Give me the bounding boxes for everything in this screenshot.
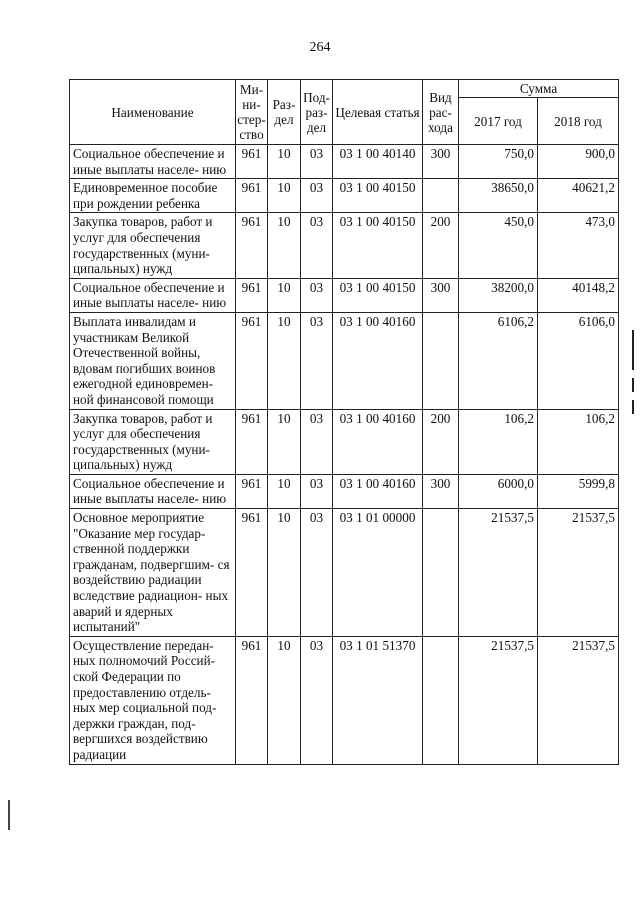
cell-2017: 6106,2 [459, 312, 538, 409]
cell-subsection: 03 [301, 278, 333, 312]
cell-target: 03 1 00 40150 [333, 213, 423, 278]
cell-2018: 900,0 [538, 145, 619, 179]
cell-name: Закупка товаров, работ и услуг для обеспечения государственных (муни- ципальных) нужд [70, 213, 236, 278]
cell-name: Основное мероприятие "Оказание мер государ- ственной поддержки гражданам, подвергшим- ся воздействию радиации вследствие радиацион- ных аварий и ядерных испытаний" [70, 509, 236, 637]
page-number: 264 [309, 40, 331, 55]
cell-2017: 21537,5 [459, 636, 538, 764]
table-row [70, 179, 619, 213]
cell-section: 10 [268, 509, 301, 637]
cell-2018: 473,0 [538, 213, 619, 278]
header-ministry: Ми- ни- стер- ство [236, 80, 268, 145]
cell-expense-type: 300 [423, 278, 459, 312]
table-row [70, 474, 619, 508]
header-sum: Сумма [459, 80, 619, 98]
cell-subsection: 03 [301, 145, 333, 179]
cell-section: 10 [268, 213, 301, 278]
cell-2017: 38200,0 [459, 278, 538, 312]
cell-target: 03 1 01 00000 [333, 509, 423, 637]
cell-name: Выплата инвалидам и участникам Великой Отечественной войны, вдовам погибших воинов ежегодной единовремен- ной финансовой помощи [70, 312, 236, 409]
cell-name: Единовременное пособие при рождении ребенка [70, 179, 236, 213]
cell-2017: 6000,0 [459, 474, 538, 508]
cell-2017: 21537,5 [459, 509, 538, 637]
cell-subsection: 03 [301, 409, 333, 474]
table-body [70, 145, 619, 765]
cell-name: Социальное обеспечение и иные выплаты населе- нию [70, 145, 236, 179]
cell-expense-type: 200 [423, 213, 459, 278]
cell-expense-type: 300 [423, 145, 459, 179]
cell-2018: 6106,0 [538, 312, 619, 409]
cell-ministry: 961 [236, 213, 268, 278]
cell-subsection: 03 [301, 636, 333, 764]
cell-section: 10 [268, 278, 301, 312]
cell-section: 10 [268, 474, 301, 508]
cell-ministry: 961 [236, 509, 268, 637]
cell-ministry: 961 [236, 409, 268, 474]
cell-ministry: 961 [236, 278, 268, 312]
cell-2018: 21537,5 [538, 636, 619, 764]
table-row [70, 509, 619, 637]
cell-expense-type [423, 179, 459, 213]
header-section: Раз- дел [268, 80, 301, 145]
cell-target: 03 1 00 40140 [333, 145, 423, 179]
cell-target: 03 1 01 51370 [333, 636, 423, 764]
cell-name: Социальное обеспечение и иные выплаты населе- нию [70, 278, 236, 312]
cell-section: 10 [268, 179, 301, 213]
cell-subsection: 03 [301, 312, 333, 409]
cell-2018: 21537,5 [538, 509, 619, 637]
cell-section: 10 [268, 636, 301, 764]
cell-target: 03 1 00 40150 [333, 278, 423, 312]
cell-subsection: 03 [301, 213, 333, 278]
cell-2018: 5999,8 [538, 474, 619, 508]
header-year-2017: 2017 год [459, 98, 538, 145]
header-target: Целевая статья [333, 80, 423, 145]
cell-target: 03 1 00 40160 [333, 474, 423, 508]
header-year-2018: 2018 год [538, 98, 619, 145]
budget-table [69, 79, 619, 765]
header-subsection: Под- раз- дел [301, 80, 333, 145]
cell-subsection: 03 [301, 179, 333, 213]
cell-2018: 40621,2 [538, 179, 619, 213]
cell-section: 10 [268, 312, 301, 409]
cell-target: 03 1 00 40160 [333, 409, 423, 474]
cell-expense-type [423, 312, 459, 409]
margin-marks [632, 330, 636, 422]
table-row [70, 312, 619, 409]
cell-expense-type: 200 [423, 409, 459, 474]
cell-2017: 106,2 [459, 409, 538, 474]
cell-section: 10 [268, 409, 301, 474]
cell-ministry: 961 [236, 312, 268, 409]
table-row [70, 278, 619, 312]
cell-section: 10 [268, 145, 301, 179]
cell-subsection: 03 [301, 509, 333, 637]
cell-name: Закупка товаров, работ и услуг для обеспечения государственных (муни- ципальных) нужд [70, 409, 236, 474]
header-expense-type: Вид рас- хода [423, 80, 459, 145]
table-row [70, 636, 619, 764]
cell-ministry: 961 [236, 145, 268, 179]
cell-2017: 450,0 [459, 213, 538, 278]
cell-target: 03 1 00 40150 [333, 179, 423, 213]
cell-ministry: 961 [236, 636, 268, 764]
cell-2017: 750,0 [459, 145, 538, 179]
cell-2017: 38650,0 [459, 179, 538, 213]
cell-ministry: 961 [236, 179, 268, 213]
cell-2018: 106,2 [538, 409, 619, 474]
cell-target: 03 1 00 40160 [333, 312, 423, 409]
cell-expense-type: 300 [423, 474, 459, 508]
cell-name: Осуществление передан- ных полномочий Россий- ской Федерации по предоставлению отдель- ных мер социальной под- держки граждан, под- вергшихся воздействию радиации [70, 636, 236, 764]
table-row [70, 145, 619, 179]
cell-name: Социальное обеспечение и иные выплаты населе- нию [70, 474, 236, 508]
header-name: Наименование [70, 80, 236, 145]
table-row [70, 409, 619, 474]
cell-expense-type [423, 509, 459, 637]
cell-2018: 40148,2 [538, 278, 619, 312]
cell-subsection: 03 [301, 474, 333, 508]
cell-ministry: 961 [236, 474, 268, 508]
left-margin-mark [8, 800, 10, 830]
cell-expense-type [423, 636, 459, 764]
table-row [70, 213, 619, 278]
